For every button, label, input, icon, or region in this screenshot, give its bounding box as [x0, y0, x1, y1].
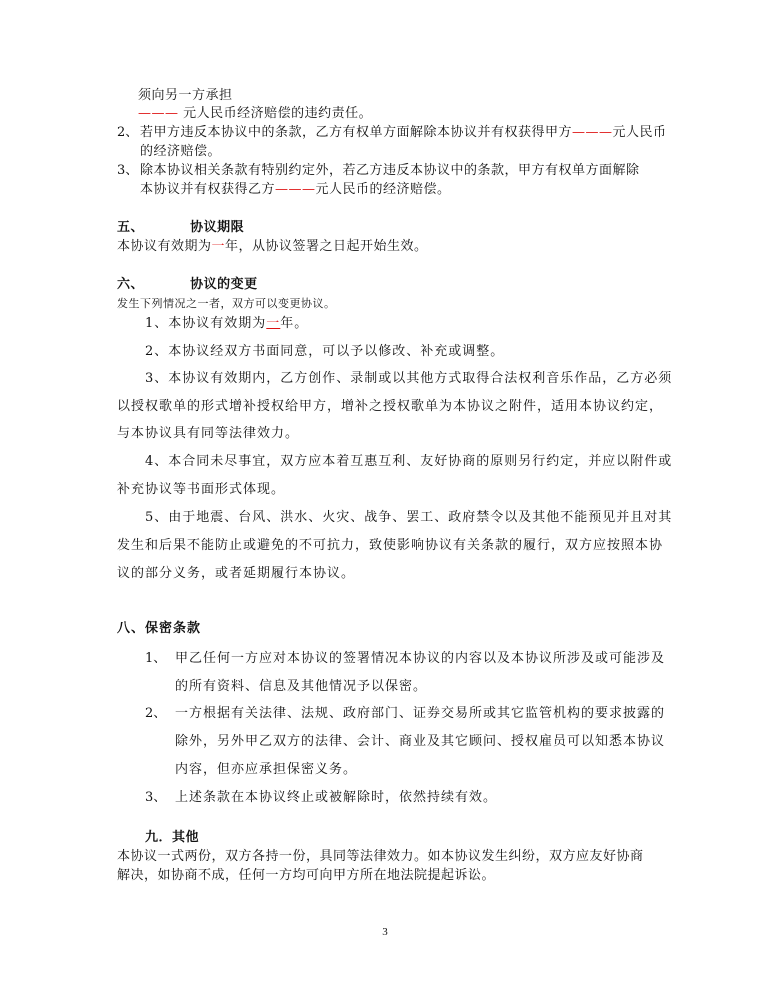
- item-number: 3、: [117, 163, 139, 178]
- blank-amount: ———: [572, 125, 613, 140]
- section-6-item-3-line-3: 与本协议具有同等法律效力。: [117, 426, 300, 441]
- section-8-heading: 八、保密条款: [117, 621, 202, 636]
- section-5-text-b: 年，从协议签署之日起开始生效。: [225, 239, 428, 254]
- section-6-item-3-line-2: 以授权歌单的形式增补授权给甲方，增补之授权歌单为本协议之附件，适用本协议约定，: [117, 399, 664, 414]
- section-5-text: [117, 238, 428, 256]
- section-9-line-1: 本协议一式两份，双方各持一份，具同等法律效力。如本协议发生纠纷，双方应友好协商: [117, 849, 644, 864]
- section-8-item-2-line-3: 内容，但亦应承担保密义务。: [175, 762, 358, 777]
- penalty-item-2-line-2: 的经济赔偿。: [140, 144, 222, 159]
- section-9-heading: 九．其他: [145, 830, 200, 845]
- penalty-line-2: [138, 105, 372, 123]
- section-9-line-2: 解决，如协商不成，任何一方均可向甲方所在地法院提起诉讼。: [117, 868, 496, 883]
- penalty-item-2-line-1: [140, 124, 667, 142]
- section-6-item-1-text-b: 年。: [280, 316, 309, 331]
- section-8-item-2-line-2: 除外，另外甲乙双方的法律、会计、商业及其它顾问、授权雇员可以知悉本协议: [175, 734, 666, 749]
- section-6-item-1-text-a: 1、本协议有效期为: [145, 316, 267, 331]
- penalty-item-3-line-1: 除本协议相关条款有特别约定外，若乙方违反本协议中的条款，甲方有权单方面解除: [140, 163, 640, 178]
- section-5-title: 协议期限: [190, 220, 245, 235]
- section-6-title: 协议的变更: [190, 277, 258, 292]
- blank-years: 一: [266, 316, 281, 331]
- item-number: 2、: [145, 706, 167, 721]
- section-5-heading: [117, 219, 244, 237]
- section-6-item-2: 2、本协议经双方书面同意，可以予以修改、补充或调整。: [145, 344, 505, 359]
- section-8-item-1-line-1: 甲乙任何一方应对本协议的签署情况本协议的内容以及本协议所涉及或可能涉及: [175, 651, 666, 666]
- penalty-item-2-text-b: 元人民币: [612, 125, 667, 140]
- blank-amount: ———: [138, 106, 179, 121]
- section-6-number: 六、: [117, 277, 145, 292]
- section-5-text-a: 本协议有效期为: [117, 239, 212, 254]
- penalty-item-3-text-b: 本协议并有权获得乙方: [140, 182, 276, 197]
- section-6-item-5-line-1: 5、由于地震、台风、洪水、火灾、战争、罢工、政府禁令以及其他不能预见并且对其: [145, 510, 673, 525]
- item-number: 1、: [145, 651, 167, 666]
- blank-amount: ———: [275, 182, 316, 197]
- item-number: 2、: [117, 125, 139, 140]
- penalty-item-2-text-a: 若甲方违反本协议中的条款，乙方有权单方面解除本协议并有权获得甲方: [140, 125, 573, 140]
- section-6-item-5-line-2: 发生和后果不能防止或避免的不可抗力，致使影响协议有关条款的履行，双方应按照本协: [117, 538, 664, 553]
- penalty-item-3-line-2: [140, 181, 451, 199]
- section-8-item-2-line-1: 一方根据有关法律、法规、政府部门、证券交易所或其它监管机构的要求披露的: [175, 706, 666, 721]
- item-number: 3、: [145, 790, 167, 805]
- section-6-intro: 发生下列情况之一者，双方可以变更协议。: [117, 297, 336, 310]
- section-6-item-4-line-2: 补充协议等书面形式体现。: [117, 482, 286, 497]
- page-number: 3: [382, 926, 388, 938]
- section-6-item-4-line-1: 4、本合同未尽事宜，双方应本着互惠互利、友好协商的原则另行约定，并应以附件或: [145, 454, 673, 469]
- section-8-item-3-line-1: 上述条款在本协议终止或被解除时，依然持续有效。: [175, 790, 498, 805]
- section-6-heading: [117, 276, 258, 294]
- penalty-line-2-text: 元人民币经济赔偿的违约责任。: [183, 106, 373, 121]
- section-6-item-3-line-1: 3、本协议有效期内，乙方创作、录制或以其他方式取得合法权利音乐作品，乙方必须: [145, 371, 673, 386]
- section-8-item-1-line-2: 的所有资料、信息及其他情况予以保密。: [175, 679, 428, 694]
- section-6-item-1: [145, 315, 308, 333]
- blank-years: 一: [211, 239, 226, 254]
- section-5-number: 五、: [117, 220, 145, 235]
- penalty-item-3-text-c: 元人民币的经济赔偿。: [315, 182, 451, 197]
- penalty-line-1: 须向另一方承担: [138, 88, 233, 103]
- section-6-item-5-line-3: 议的部分义务，或者延期履行本协议。: [117, 566, 356, 581]
